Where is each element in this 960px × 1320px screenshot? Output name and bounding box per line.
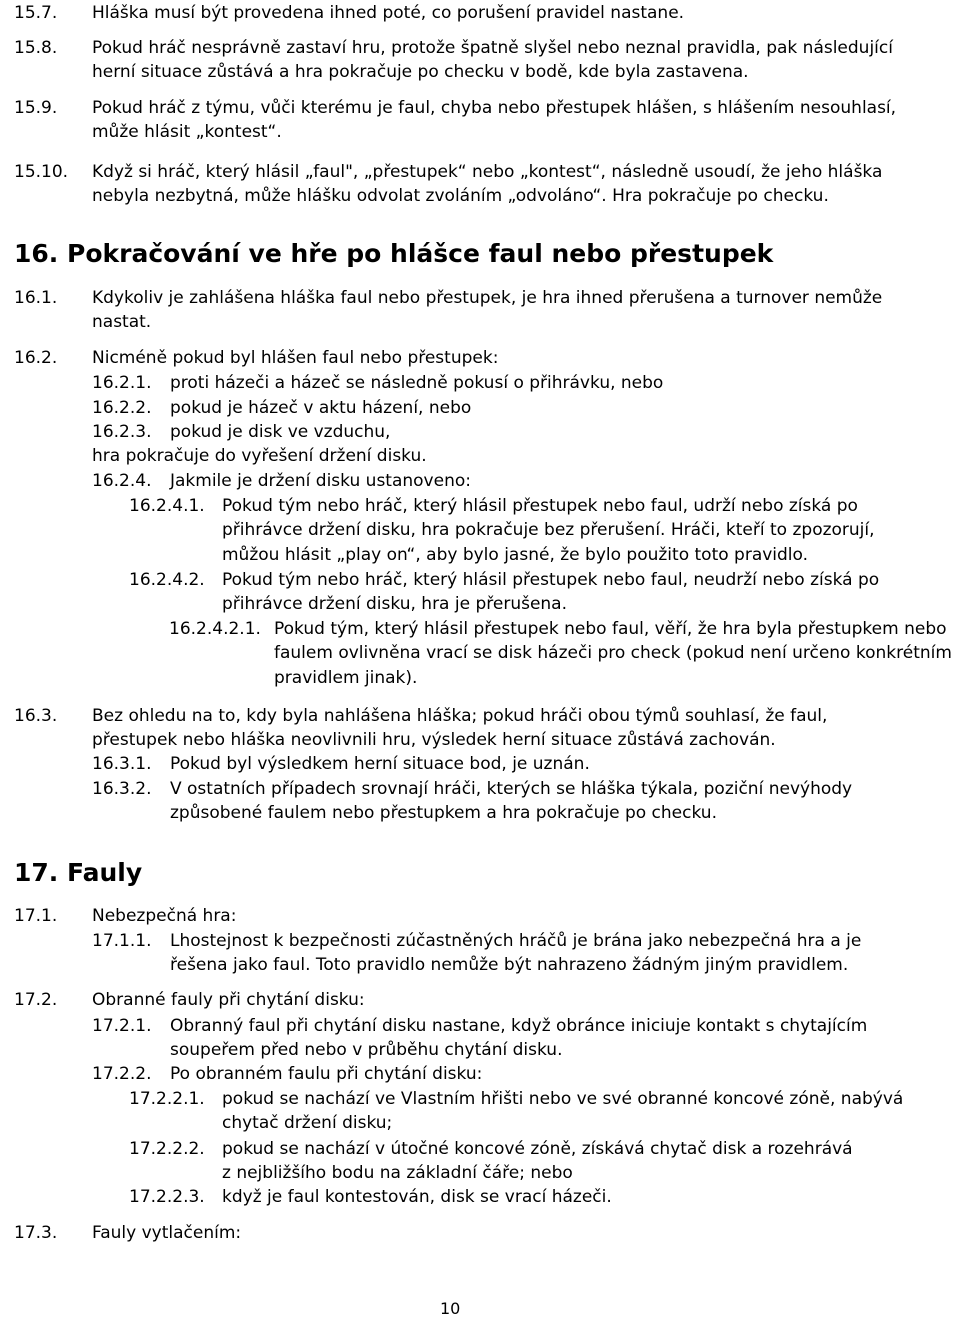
rule-text-line: soupeřem před nebo v průběhu chytání disku.: [170, 1040, 563, 1060]
rule-text-line: z nejbližšího bodu na základní čáře; nebo: [222, 1163, 573, 1183]
rule-text-line: pokud je házeč v aktu házení, nebo: [170, 398, 472, 418]
rule-text-line: nebyla nezbytná, může hlášku odvolat zvoláním „odvoláno“. Hra pokračuje po checku.: [92, 186, 829, 206]
rule-text-line: Nicméně pokud byl hlášen faul nebo přestupek:: [92, 348, 499, 368]
rule-text-line: pokud se nachází ve Vlastním hřišti nebo ve své obranné koncové zóně, nabývá: [222, 1089, 904, 1109]
rule-text-line: Pokud tým, který hlásil přestupek nebo faul, věří, že hra byla přestupkem nebo: [274, 619, 947, 639]
rule-continuation-text: hra pokračuje do vyřešení držení disku.: [92, 446, 427, 466]
rule-text-line: Fauly vytlačením:: [92, 1223, 242, 1243]
rule-text-line: pokud je disk ve vzduchu,: [170, 422, 391, 442]
rule-text-line: přihrávce držení disku, hra je přerušena.: [222, 594, 568, 614]
rule-number: 15.9.: [14, 98, 58, 118]
rule-number: 17.1.: [14, 906, 58, 926]
rule-number: 17.1.1.: [92, 931, 152, 951]
rule-number: 16.3.2.: [92, 779, 152, 799]
rule-number: 15.8.: [14, 38, 58, 58]
rule-text-line: V ostatních případech srovnají hráči, kterých se hláška týkala, poziční nevýhody: [170, 779, 853, 799]
rule-number: 16.2.4.2.: [129, 570, 205, 590]
rule-number: 17.2.2.1.: [129, 1089, 205, 1109]
rule-number: 16.1.: [14, 288, 58, 308]
rule-number: 16.2.3.: [92, 422, 152, 442]
rule-text-line: pokud se nachází v útočné koncové zóně, získává chytač disk a rozehrává: [222, 1139, 853, 1159]
rule-text-line: Po obranném faulu při chytání disku:: [170, 1064, 483, 1084]
rule-number: 16.3.1.: [92, 754, 152, 774]
rule-text-line: Pokud hráč nesprávně zastaví hru, protože špatně slyšel nebo neznal pravidla, pak následující: [92, 38, 893, 58]
rule-text-line: Pokud byl výsledkem herní situace bod, je uznán.: [170, 754, 590, 774]
rule-text-line: když je faul kontestován, disk se vrací házeči.: [222, 1187, 612, 1207]
rule-text-line: způsobené faulem nebo přestupkem a hra pokračuje po checku.: [170, 803, 717, 823]
rule-text-line: Lhostejnost k bezpečnosti zúčastněných hráčů je brána jako nebezpečná hra a je: [170, 931, 862, 951]
rule-text-line: Pokud hráč z týmu, vůči kterému je faul, chyba nebo přestupek hlášen, s hlášením nesouhlasí,: [92, 98, 897, 118]
section-heading-17: 17. Fauly: [14, 858, 143, 887]
rule-text-line: nastat.: [92, 312, 152, 332]
rule-number: 16.2.2.: [92, 398, 152, 418]
rule-text-line: může hlásit „kontest“.: [92, 122, 282, 142]
rule-text-line: Obranný faul při chytání disku nastane, když obránce iniciuje kontakt s chytajícím: [170, 1016, 868, 1036]
rule-number: 16.2.1.: [92, 373, 152, 393]
section-heading-16: 16. Pokračování ve hře po hlášce faul nebo přestupek: [14, 239, 774, 268]
rule-number: 16.2.4.1.: [129, 496, 205, 516]
rule-number: 17.2.: [14, 990, 58, 1010]
rule-text-line: řešena jako faul. Toto pravidlo nemůže být nahrazeno žádným jiným pravidlem.: [170, 955, 849, 975]
rule-text-line: faulem ovlivněna vrací se disk házeči pro check (pokud není určeno konkrétním: [274, 643, 952, 663]
rule-text-line: Kdykoliv je zahlášena hláška faul nebo přestupek, je hra ihned přerušena a turnover nemůže: [92, 288, 883, 308]
rule-text-line: můžou hlásit „play on“, aby bylo jasné, že bylo použito toto pravidlo.: [222, 545, 809, 565]
rule-number: 15.7.: [14, 3, 58, 23]
rule-number: 17.3.: [14, 1223, 58, 1243]
rule-text-line: Pokud tým nebo hráč, který hlásil přestupek nebo faul, neudrží nebo získá po: [222, 570, 880, 590]
rule-number: 17.2.2.2.: [129, 1139, 205, 1159]
rule-number: 17.2.1.: [92, 1016, 152, 1036]
rule-number: 16.2.4.: [92, 471, 152, 491]
rule-text-line: proti házeči a házeč se následně pokusí o přihrávku, nebo: [170, 373, 664, 393]
rule-number: 16.3.: [14, 706, 58, 726]
rule-text-line: Nebezpečná hra:: [92, 906, 237, 926]
rule-number: 17.2.2.3.: [129, 1187, 205, 1207]
rule-number: 17.2.2.: [92, 1064, 152, 1084]
rule-number: 16.2.4.2.1.: [169, 619, 261, 639]
rule-text-line: Bez ohledu na to, kdy byla nahlášena hláška; pokud hráči obou týmů souhlasí, že faul,: [92, 706, 828, 726]
rule-text-line: přestupek nebo hláška neovlivnili hru, výsledek herní situace zůstává zachován.: [92, 730, 776, 750]
rule-text-line: pravidlem jinak).: [274, 668, 418, 688]
rule-number: 16.2.: [14, 348, 58, 368]
rule-number: 15.10.: [14, 162, 69, 182]
rule-text-line: chytač držení disku;: [222, 1113, 393, 1133]
page-number: 10: [440, 1299, 461, 1318]
rule-text-line: herní situace zůstává a hra pokračuje po checku v bodě, kde byla zastavena.: [92, 62, 749, 82]
rule-text-line: Hláška musí být provedena ihned poté, co porušení pravidel nastane.: [92, 3, 685, 23]
rule-text-line: přihrávce držení disku, hra pokračuje bez přerušení. Hráči, kteří to zpozorují,: [222, 520, 875, 540]
rule-text-line: Jakmile je držení disku ustanoveno:: [170, 471, 471, 491]
rule-text-line: Obranné fauly při chytání disku:: [92, 990, 365, 1010]
rule-text-line: Když si hráč, který hlásil „faul", „přestupek“ nebo „kontest“, následně usoudí, že jeho hláška: [92, 162, 883, 182]
rule-text-line: Pokud tým nebo hráč, který hlásil přestupek nebo faul, udrží nebo získá po: [222, 496, 858, 516]
